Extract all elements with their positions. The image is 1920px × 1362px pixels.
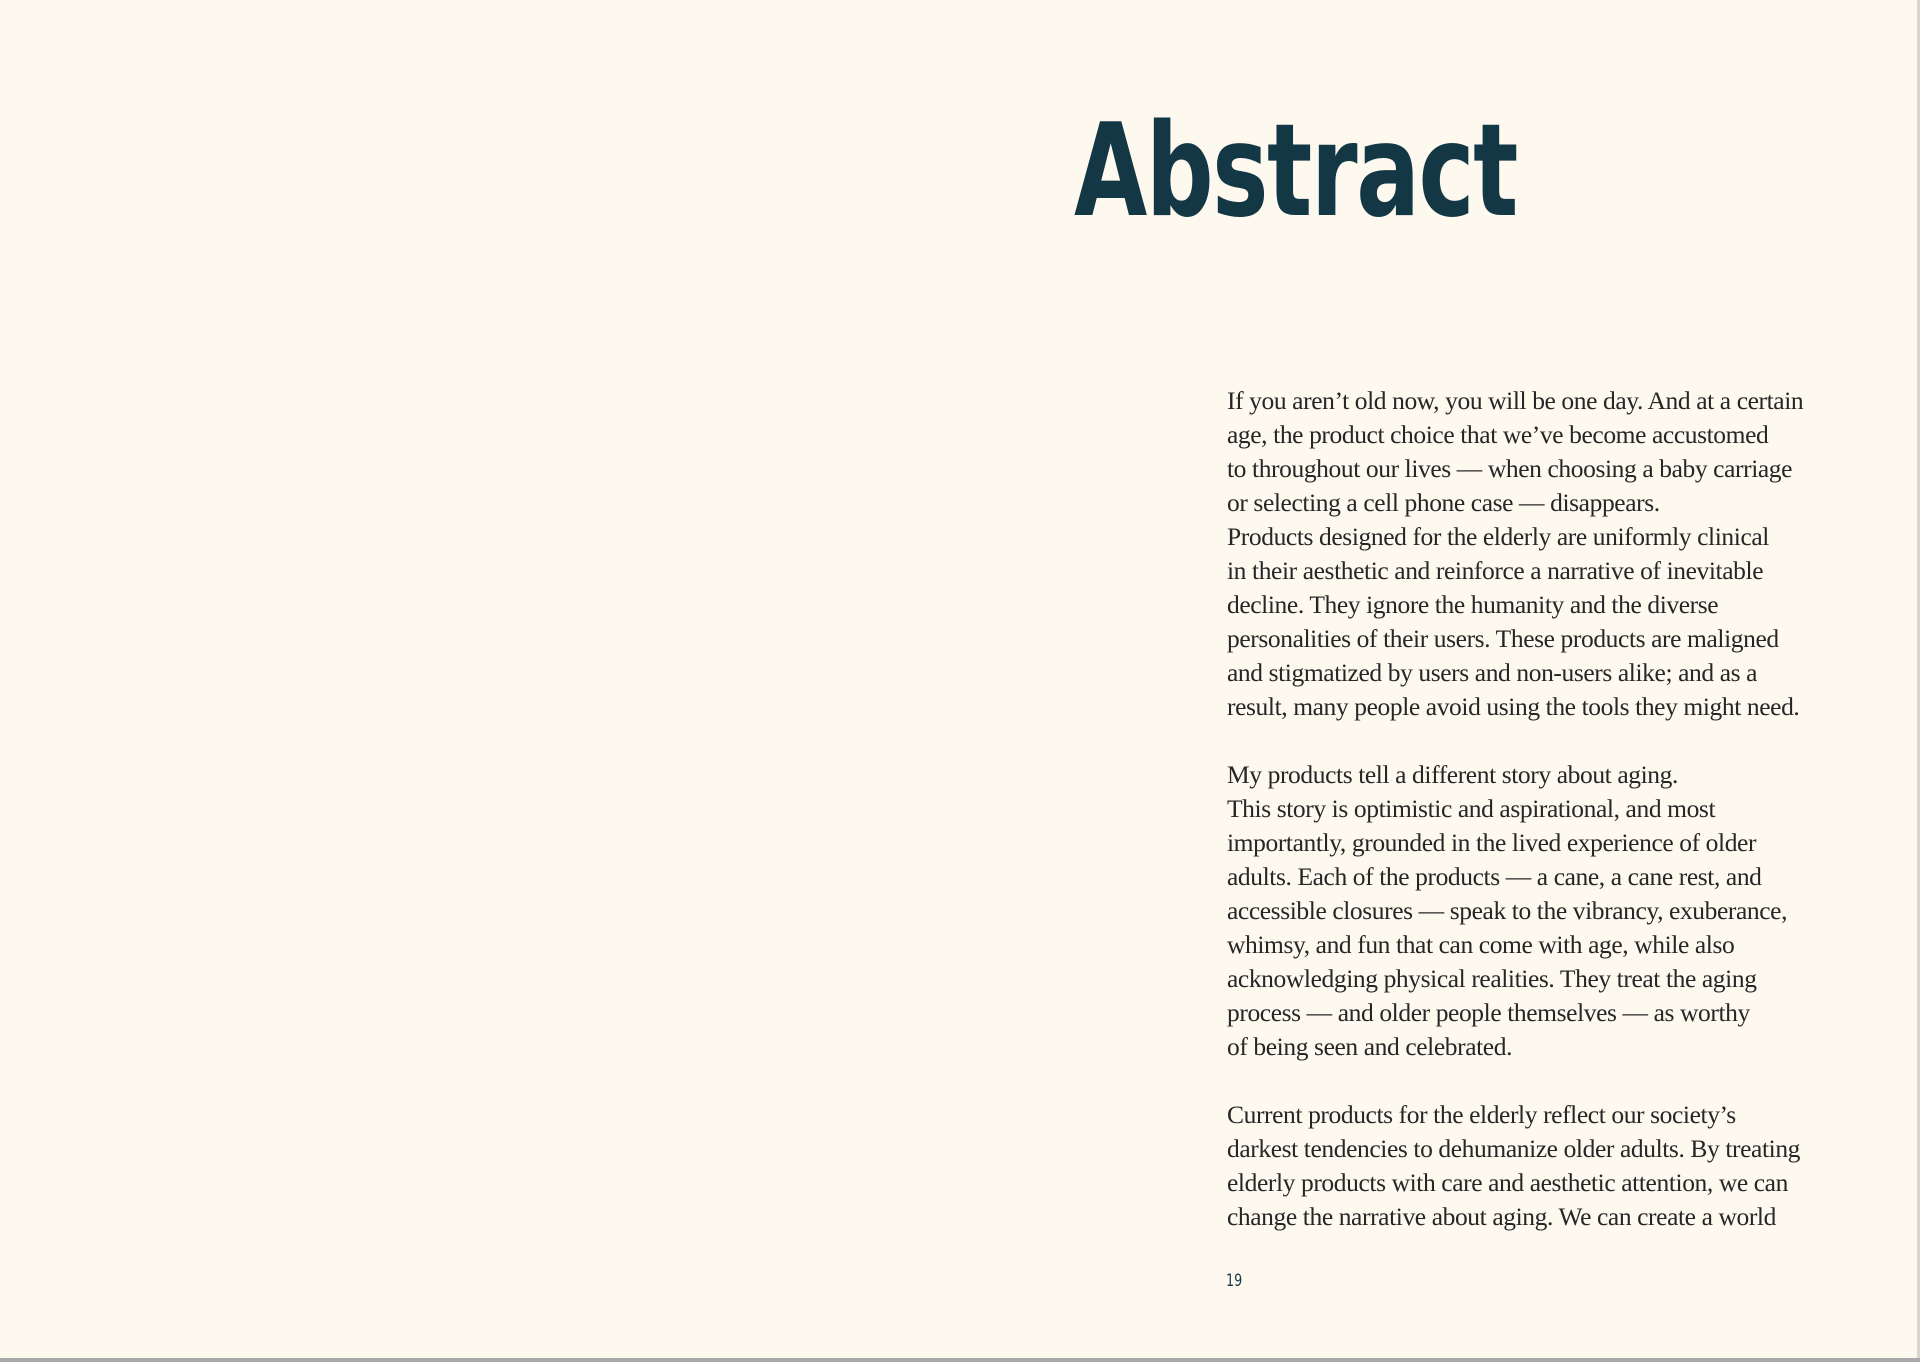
text-line: importantly, grounded in the lived experience of older (1227, 828, 1757, 857)
text-line: If you aren’t old now, you will be one day. And at a certain (1227, 386, 1804, 415)
text-line: process — and older people themselves — as worthy (1227, 998, 1750, 1027)
text-line: darkest tendencies to dehumanize older adults. By treating (1227, 1134, 1801, 1163)
text-line: and stigmatized by users and non-users alike; and as a (1227, 658, 1758, 687)
text-line: adults. Each of the products — a cane, a cane rest, and (1227, 862, 1762, 891)
paragraph-2 (1227, 758, 1827, 1064)
text-line: This story is optimistic and aspirational, and most (1227, 794, 1716, 823)
bottom-border (0, 1358, 1920, 1362)
page-title: Abstract (1074, 97, 1517, 246)
text-line: result, many people avoid using the tools they might need. (1227, 692, 1800, 721)
text-line: My products tell a different story about aging. (1227, 760, 1678, 789)
page-number: 19 (1226, 1271, 1243, 1291)
text-line: whimsy, and fun that can come with age, while also (1227, 930, 1735, 959)
text-line: acknowledging physical realities. They treat the aging (1227, 964, 1757, 993)
text-line: to throughout our lives — when choosing a baby carriage (1227, 454, 1793, 483)
text-line: change the narrative about aging. We can create a world (1227, 1202, 1776, 1231)
text-line: in their aesthetic and reinforce a narrative of inevitable (1227, 556, 1764, 585)
text-line: accessible closures — speak to the vibrancy, exuberance, (1227, 896, 1788, 925)
text-line: personalities of their users. These products are maligned (1227, 624, 1779, 653)
text-line: decline. They ignore the humanity and the diverse (1227, 590, 1719, 619)
paragraph-3 (1227, 1098, 1827, 1234)
paragraph-1 (1227, 384, 1827, 724)
text-line: Products designed for the elderly are uniformly clinical (1227, 522, 1769, 551)
abstract-body (1227, 384, 1827, 1268)
text-line: elderly products with care and aesthetic attention, we can (1227, 1168, 1788, 1197)
text-line: of being seen and celebrated. (1227, 1032, 1513, 1061)
text-line: age, the product choice that we’ve become accustomed (1227, 420, 1769, 449)
text-line: Current products for the elderly reflect our society’s (1227, 1100, 1736, 1129)
text-line: or selecting a cell phone case — disappears. (1227, 488, 1660, 517)
